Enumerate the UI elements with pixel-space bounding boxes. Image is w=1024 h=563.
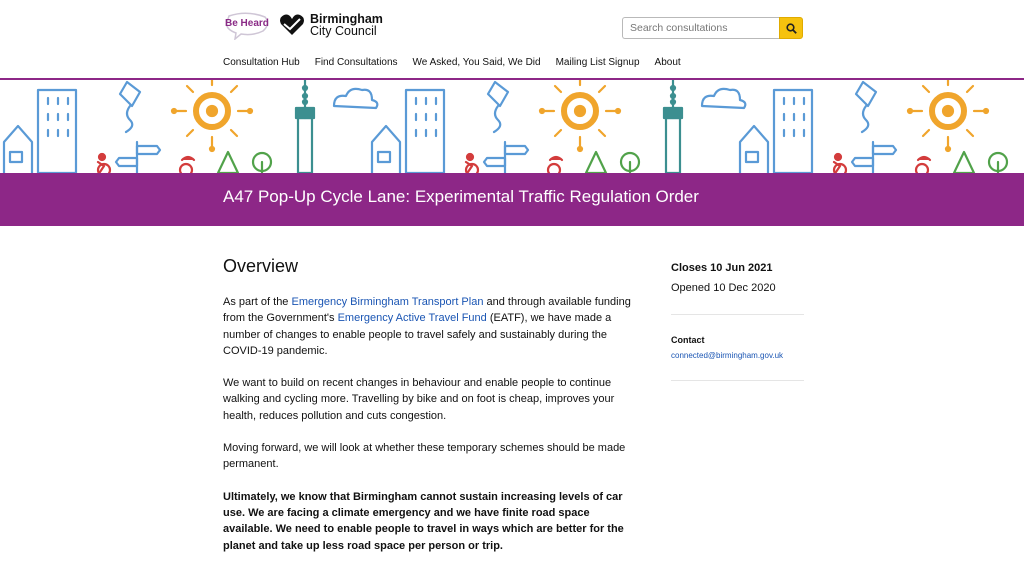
title-banner bbox=[0, 173, 1024, 226]
kite-icon bbox=[120, 82, 140, 132]
search-icon bbox=[786, 23, 797, 34]
site-header bbox=[0, 0, 1024, 80]
overview-paragraph-1 bbox=[223, 294, 633, 359]
overview-paragraph-4: Ultimately, we know that Birmingham cannot sustain increasing levels of car use. We are facing a climate emergency and we have finite road space available. We need to enable people to travel in ways which are better for the planet and take up less road space per person or trip. bbox=[223, 490, 624, 552]
nav-we-asked[interactable]: We Asked, You Said, We Did bbox=[412, 57, 541, 68]
p1-text-after: (EATF), we have made a number of changes to enable people to travel safely and sustainably during the COVID-19 pandemic. bbox=[223, 312, 612, 357]
search-form bbox=[622, 17, 803, 39]
be-heard-text: Be Heard bbox=[225, 18, 269, 29]
overview-heading: Overview bbox=[223, 256, 299, 276]
nav-find-consultations[interactable]: Find Consultations bbox=[314, 57, 398, 68]
contact-label: Contact bbox=[671, 335, 705, 345]
search-button[interactable] bbox=[779, 17, 803, 39]
active-travel-fund-link[interactable]: Emergency Active Travel Fund bbox=[337, 312, 487, 325]
building-icon bbox=[38, 90, 76, 173]
nav-consultation-hub[interactable]: Consultation Hub bbox=[223, 57, 300, 68]
transport-plan-link[interactable]: Emergency Birmingham Transport Plan bbox=[291, 296, 484, 308]
council-name-line1: Birmingham bbox=[310, 12, 383, 26]
closes-date: Closes 10 Jun 2021 bbox=[671, 262, 773, 274]
overview-paragraph-2: We want to build on recent changes in behaviour and enable people to continue walking and cycling more. Travelling by bike and on foot is cheap, improves your health, reduces pollution and cuts congestion. bbox=[223, 377, 615, 422]
cyclist-icon bbox=[98, 154, 194, 173]
nav-about[interactable]: About bbox=[654, 57, 681, 68]
overview-paragraph-3: Moving forward, we will look at whether these temporary schemes should be made permanent. bbox=[223, 442, 626, 471]
signpost-icon bbox=[116, 142, 160, 173]
council-logo[interactable] bbox=[279, 13, 383, 37]
tree-icon bbox=[218, 152, 271, 173]
heart-icon bbox=[279, 14, 305, 36]
sidebar-divider bbox=[671, 314, 804, 315]
tower-icon bbox=[296, 80, 314, 173]
be-heard-logo[interactable] bbox=[223, 12, 271, 38]
cloud-icon bbox=[334, 89, 377, 108]
consultation-sidebar bbox=[671, 262, 804, 381]
p1-text-before: As part of the bbox=[223, 296, 292, 308]
city-illustration bbox=[0, 80, 1024, 173]
overview-section bbox=[223, 256, 633, 563]
page-title: A47 Pop-Up Cycle Lane: Experimental Traffic Regulation Order bbox=[223, 187, 699, 206]
logo-group[interactable] bbox=[223, 12, 383, 38]
council-name-line2: City Council bbox=[310, 24, 377, 38]
sidebar-divider-bottom bbox=[671, 380, 804, 381]
illustration-banner bbox=[0, 80, 1024, 173]
main-nav bbox=[223, 57, 696, 68]
p1-text-middle: and through available funding from the Government's bbox=[223, 296, 631, 325]
sun-icon bbox=[172, 80, 252, 151]
council-name bbox=[310, 13, 383, 37]
nav-mailing-list[interactable]: Mailing List Signup bbox=[555, 57, 640, 68]
search-input[interactable] bbox=[622, 17, 779, 39]
house-icon bbox=[4, 126, 32, 173]
contact-email-link[interactable]: connected@birmingham.gov.uk bbox=[671, 351, 784, 360]
opened-date: Opened 10 Dec 2020 bbox=[671, 282, 776, 294]
